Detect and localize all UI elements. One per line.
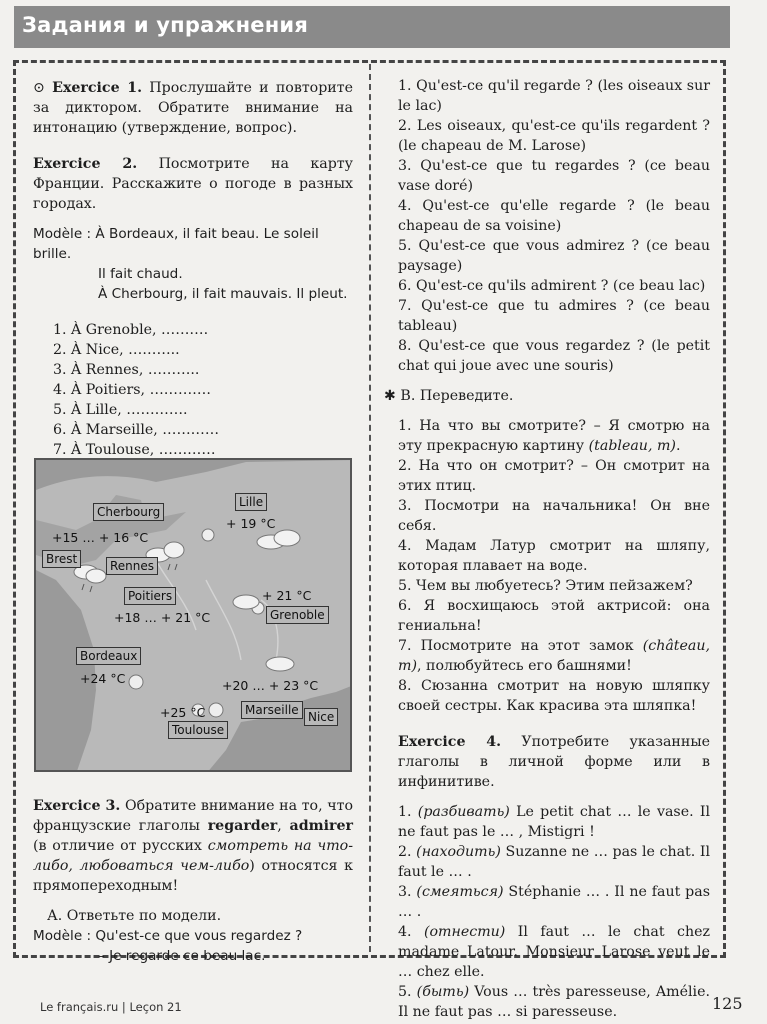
asterisk-icon: ✱	[384, 388, 401, 404]
subsection-b-title: В. Переведите.	[400, 388, 514, 404]
text-run: ) относятся к прямопереходным!	[33, 858, 353, 894]
model-text-2: Il fait chaud.	[98, 266, 183, 282]
temp-toulouse: +25 °C	[160, 705, 206, 720]
item-number: 2.	[398, 844, 417, 860]
exercise-4-label: Exercice 4.	[398, 734, 502, 750]
list-item	[384, 922, 710, 982]
page-number: 125	[712, 994, 743, 1013]
text-run: Vous … très paresseuse, Amélie. Il ne faut pas … si paresseuse.	[398, 984, 710, 1020]
list-item: 6. À Marseille, …………	[53, 422, 220, 438]
city-label-rennes: Rennes	[106, 557, 158, 575]
list-item: 1. À Grenoble, ……….	[53, 322, 209, 338]
model-text-3: À Cherbourg, il fait mauvais. Il pleut.	[98, 286, 348, 302]
list-item: 3. À Rennes, ………..	[53, 362, 200, 378]
left-column	[33, 78, 353, 480]
list-item: 3. Посмотри на начальника! Он вне себя.	[398, 498, 710, 534]
text-run: Suzanne ne … pas le chat. Il faut le … .	[398, 844, 711, 880]
list-item: 6. Qu'est-ce qu'ils admirent ? (ce beau lac)	[398, 278, 706, 294]
city-label-grenoble: Grenoble	[266, 606, 329, 624]
footer-book-title: Le français.ru | Leçon 21	[40, 1000, 182, 1014]
model-question	[33, 926, 353, 946]
text-run: Il faut … le chat chez madame Latour. Monsieur Larose veut le … chez elle.	[398, 924, 710, 980]
text-run: Le petit chat … le vase. Il ne faut pas le … , Mistigri !	[398, 804, 710, 840]
list-item: 8. Сюзанна смотрит на новую шляпку своей сестры. Как красива эта шляпка!	[398, 678, 710, 714]
list-item	[384, 802, 710, 842]
model-text-1: À Bordeaux, il fait beau. Le soleil brille.	[33, 226, 319, 262]
audio-icon: ⊙	[33, 80, 53, 96]
verb-hint: (быть)	[416, 984, 470, 1000]
text-run: Обратите внимание на то, что французские глаголы	[33, 798, 354, 834]
model-question-text: Qu'est-ce que vous regardez ?	[95, 928, 303, 944]
italic-gloss: (château, m)	[398, 638, 710, 674]
verb-admirer: admirer	[289, 818, 353, 834]
exercise-2	[33, 154, 353, 214]
verb-regarder: regarder	[207, 818, 278, 834]
city-label-bordeaux: Bordeaux	[76, 647, 141, 665]
list-item: 4. À Poitiers, ………….	[53, 382, 211, 398]
city-label-toulouse: Toulouse	[168, 721, 228, 739]
list-item	[384, 882, 710, 922]
sun-icon	[129, 675, 143, 689]
verb-hint: (отнести)	[423, 924, 506, 940]
list-item: 5. Чем вы любуетесь? Этим пейзажем?	[398, 578, 693, 594]
city-label-nice: Nice	[304, 708, 338, 726]
city-label-lille: Lille	[235, 493, 267, 511]
exercise-1	[33, 78, 353, 138]
list-item: 4. Мадам Латур смотрит на шляпу, которая плавает на воде.	[398, 538, 710, 574]
list-item: 1. Qu'est-ce qu'il regarde ? (les oiseaux sur le lac)	[398, 78, 710, 114]
exercise-2-text: Посмотрите на карту Франции. Расскажите о погоде в разных городах.	[33, 156, 353, 212]
model-label: Modèle :	[33, 928, 92, 944]
item-number: 5.	[398, 984, 417, 1000]
temp-poitiers: +18 … + 21 °C	[114, 610, 211, 625]
city-label-brest: Brest	[42, 550, 81, 568]
list-item	[384, 982, 710, 1022]
city-label-cherbourg: Cherbourg	[93, 503, 164, 521]
exercise-1-text: Прослушайте и повторите за диктором. Обратите внимание на интонацию (утверждение, вопрос).	[33, 80, 354, 136]
city-label-marseille: Marseille	[241, 701, 303, 719]
temp-cherbourg: +15 … + 16 °C	[52, 530, 149, 545]
italic-gloss: (tableau, m)	[588, 438, 676, 454]
item-number: 4.	[398, 924, 424, 940]
sun-icon	[202, 529, 214, 541]
italic-gloss: смотреть на что-либо, любоваться чем-либо	[33, 838, 353, 874]
text-run: 1. На что вы смотрите? – Я смотрю на эту прекрасную картину	[398, 418, 710, 454]
right-column	[384, 76, 710, 1022]
list-item: 2. Les oiseaux, qu'est-ce qu'ils regardent ? (le chapeau de M. Larose)	[398, 118, 710, 154]
text-run: Stéphanie … . Il ne faut pas … .	[398, 884, 710, 920]
model-line-1	[33, 224, 353, 264]
exercise-3	[33, 796, 353, 966]
model-label: Modèle :	[33, 226, 92, 242]
item-number: 1.	[398, 804, 418, 820]
list-item: 5. Qu'est-ce que vous admirez ? (ce beau paysage)	[398, 238, 710, 274]
list-item: 8. Qu'est-ce que vous regardez ? (le petit chat qui joue avec une souris)	[398, 338, 710, 374]
text-run: ,	[277, 818, 290, 834]
temp-marseille: +20 … + 23 °C	[222, 678, 319, 693]
text-run: 7. Посмотрите на этот замок	[398, 638, 643, 654]
city-label-poitiers: Poitiers	[124, 587, 176, 605]
list-item: 6. Я восхищаюсь этой актрисой: она гениальна!	[398, 598, 710, 634]
subsection-a-heading: А. Ответьте по модели.	[47, 908, 222, 924]
exercise-3-label: Exercice 3.	[33, 798, 121, 814]
exercise-4	[384, 732, 710, 792]
section-title: Задания и упражнения	[22, 13, 309, 37]
subsection-b-heading	[384, 386, 710, 406]
france-weather-map	[34, 458, 352, 772]
exercise-1-label: Exercice 1.	[52, 80, 143, 96]
list-item: 7. Qu'est-ce que tu admires ? (ce beau tableau)	[398, 298, 710, 334]
list-item	[384, 416, 710, 456]
item-number: 3.	[398, 884, 417, 900]
verb-hint: (находить)	[416, 844, 501, 860]
column-divider	[369, 64, 371, 952]
temp-grenoble: + 21 °C	[262, 588, 312, 603]
cloud-icon	[266, 657, 294, 671]
sun-icon	[209, 703, 223, 717]
text-run: .	[675, 438, 681, 454]
list-item	[384, 842, 710, 882]
verb-hint: (смеяться)	[416, 884, 504, 900]
temp-bordeaux: +24 °C	[80, 671, 126, 686]
text-run: , полюбуйтесь его башнями!	[417, 658, 632, 674]
list-item: 7. À Toulouse, …………	[53, 442, 216, 458]
exercise-3-text	[33, 796, 353, 896]
temp-lille: + 19 °C	[226, 516, 276, 531]
list-item: 5. À Lille, ………….	[53, 402, 188, 418]
model-answer-text: – Je regarde ce beau lac.	[98, 948, 266, 964]
exercise-4-text: Употребите указанные глаголы в личной форме или в инфинитиве.	[398, 734, 711, 790]
exercise-2-label: Exercice 2.	[33, 156, 138, 172]
verb-hint: (разбивать)	[417, 804, 510, 820]
list-item	[384, 636, 710, 676]
text-run: (в отличие от русских	[33, 838, 208, 854]
list-item: 3. Qu'est-ce que tu regardes ? (ce beau vase doré)	[398, 158, 710, 194]
list-item: 4. Qu'est-ce qu'elle regarde ? (le beau chapeau de sa voisine)	[398, 198, 710, 234]
list-item: 2. À Nice, ………..	[53, 342, 180, 358]
list-item: 2. На что он смотрит? – Он смотрит на этих птиц.	[398, 458, 710, 494]
cloud-icon	[233, 595, 259, 609]
